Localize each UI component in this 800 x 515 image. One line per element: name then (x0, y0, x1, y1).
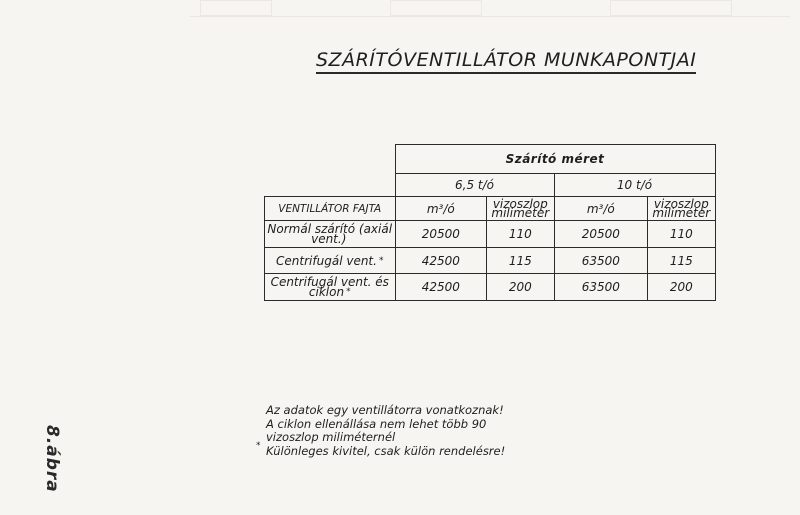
note-line: vizoszlop miliméternél (266, 430, 396, 444)
cell-value: 110 (487, 221, 554, 248)
footnotes (256, 403, 506, 458)
row-label: Normál szárító (axiál vent.) (265, 221, 396, 248)
cell-value: 115 (648, 248, 715, 274)
note-line: Különleges kivitel, csak külön rendelésre! (266, 443, 506, 458)
cell-value: 63500 (554, 248, 648, 274)
unit-flow-2: m³/ó (554, 197, 648, 221)
row-label: Centrifugál vent. és ciklon * (265, 274, 396, 301)
dryer-size-header: Szárító méret (395, 145, 715, 174)
cell-value: 200 (487, 274, 554, 301)
unit-pressure-2: vizoszlop miliméter (648, 197, 715, 221)
cell-value: 110 (648, 221, 715, 248)
group-header-6-5: 6,5 t/ó (395, 174, 554, 197)
cell-value: 115 (487, 248, 554, 274)
cell-value: 20500 (395, 221, 487, 248)
page-title: SZÁRÍTÓVENTILLÁTOR MUNKAPONTJAI (316, 49, 696, 74)
unit-pressure-1: vizoszlop miliméter (487, 197, 554, 221)
unit-flow-1: m³/ó (395, 197, 487, 221)
table-row (265, 248, 716, 274)
note-line: A ciklon ellenállása nem lehet több 90 (266, 416, 487, 431)
cell-value: 42500 (395, 248, 487, 274)
fan-type-header: VENTILLÁTOR FAJTA (265, 197, 396, 221)
group-header-10: 10 t/ó (554, 174, 715, 197)
faint-bleedthrough-lines (190, 0, 790, 17)
table-row (265, 274, 716, 301)
cell-value: 20500 (554, 221, 648, 248)
cell-value: 63500 (554, 274, 648, 301)
table-group-row (265, 174, 716, 197)
fan-operating-points-table (264, 144, 716, 301)
table-row (265, 221, 716, 248)
cell-value: 200 (648, 274, 715, 301)
table-header-row (265, 145, 716, 174)
cell-value: 42500 (395, 274, 487, 301)
row-label: Centrifugál vent. * (265, 248, 396, 274)
footnote-star: * (256, 441, 261, 451)
table-unit-row (265, 197, 716, 221)
note-line: Az adatok egy ventillátorra vonatkoznak! (266, 403, 504, 417)
figure-label: 8.ábra (42, 425, 62, 493)
